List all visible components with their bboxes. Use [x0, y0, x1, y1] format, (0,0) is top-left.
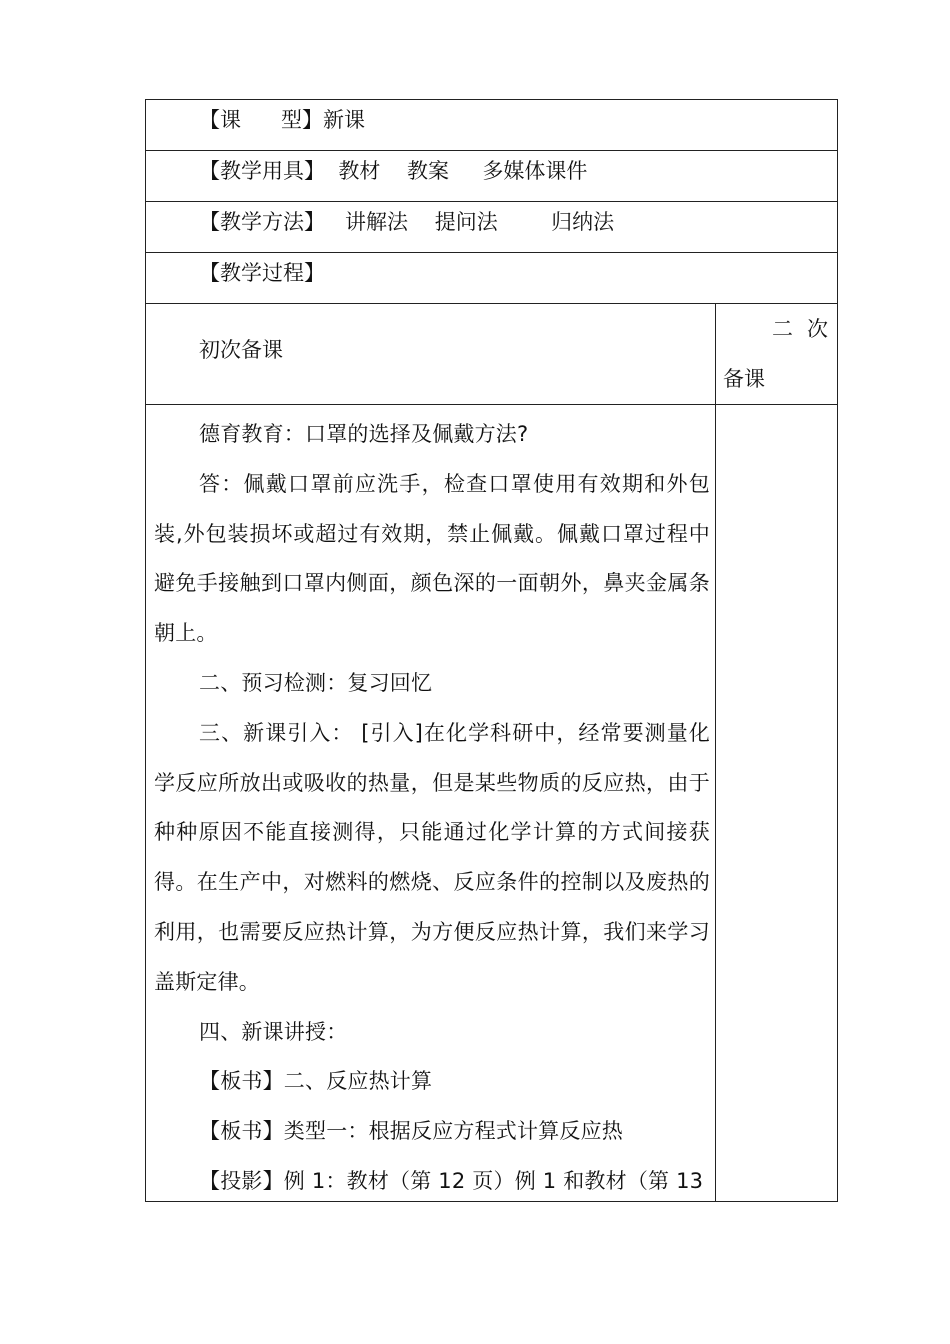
prep-header-row — [146, 304, 842, 405]
teaching-process-row: 【教学过程】 — [146, 253, 837, 304]
first-prep-label: 初次备课 — [146, 304, 716, 404]
paragraph-preview-check: 二、预习检测：复习回忆 — [199, 670, 433, 695]
paragraph-introduction: 三、新课引入： [引入]在化学科研中，经常要测量化学反应所放出或吸收的热量，但是某些物质的反应热，由于种种原因不能直接测得，只能通过化学计算的方式间接获得。在生产中，对燃料的燃烧、反应条件的控制以及废热的利用，也需要反应热计算，为方便反应热计算，我们来学习盖斯定律。 — [154, 720, 710, 994]
paragraph-answer: 答：佩戴口罩前应洗手，检查口罩使用有效期和外包装,外包装损坏或超过有效期，禁止佩戴。佩戴口罩过程中避免手接触到口罩内侧面，颜色深的一面朝外，鼻夹金属条朝上。 — [154, 471, 710, 646]
paragraph-moral-education: 德育教育：口罩的选择及佩戴方法? — [199, 422, 529, 446]
second-prep-line2: 备课 — [723, 367, 765, 391]
second-prep-label — [716, 304, 842, 404]
first-prep-content — [146, 405, 716, 1201]
paragraph-board-1: 【板书】二、反应热计算 — [199, 1069, 433, 1094]
lesson-plan-table — [145, 99, 842, 1202]
teaching-tools-row: 【教学用具】 教材 教案 多媒体课件 — [146, 151, 837, 202]
lesson-type-row: 【课 型】新课 — [146, 100, 837, 151]
paragraph-projection: 【投影】例 1：教材（第 12 页）例 1 和教材（第 13 — [199, 1168, 704, 1193]
second-prep-line1: 二次 — [772, 317, 842, 341]
prep-content-row — [146, 405, 837, 1201]
paragraph-new-lesson: 四、新课讲授： — [199, 1019, 348, 1044]
second-prep-content — [716, 405, 837, 1201]
paragraph-board-2: 【板书】类型一：根据反应方程式计算反应热 — [199, 1119, 623, 1144]
teaching-methods-row: 【教学方法】 讲解法 提问法 归纳法 — [146, 202, 837, 253]
